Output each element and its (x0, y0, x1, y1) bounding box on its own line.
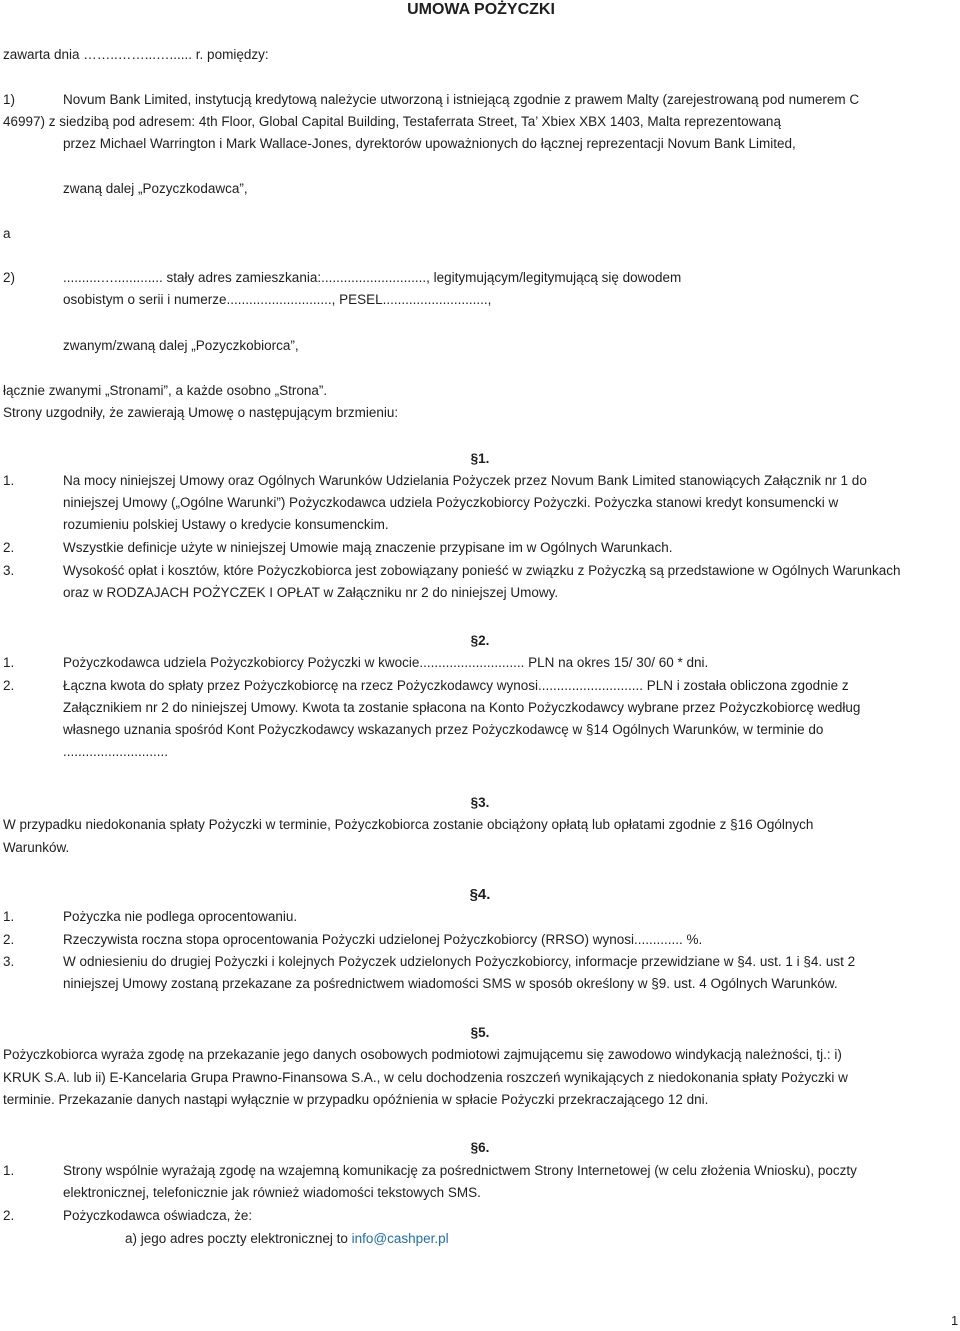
party-2-line: ..........…............. stały adres zamieszkania:............................, legitymującym/legitymującą się dowodem (63, 270, 682, 285)
party-1-line: 46997) z siedzibą pod adresem: 4th Floor, Global Capital Building, Testaferrata Street, Ta’ Xbiex XBX 1403, Malta reprezentowaną (3, 114, 781, 129)
item-number: 2. (3, 1208, 15, 1223)
item-line: Łączna kwota do spłaty przez Pożyczkobiorcę na rzecz Pożyczkodawcy wynosi............................ PLN i została obliczona zgodnie z (63, 678, 849, 693)
item-number: 1. (3, 909, 15, 924)
party-1-line: przez Michael Warrington i Mark Wallace-Jones, dyrektorów upoważnionych do łącznej reprezentacji Novum Bank Limited, (63, 136, 796, 151)
item-number: 1. (3, 473, 15, 488)
section-3-heading: §3. (470, 795, 490, 810)
party-1-number: 1) (3, 92, 16, 107)
item-line: ............................ (63, 744, 169, 759)
item-line: Strony wspólnie wyrażają zgodę na wzajemną komunikację za pośrednictwem Strony Internetowej (w celu złożenia Wniosku), poczty (63, 1163, 857, 1178)
email-link[interactable]: info@cashper.pl (351, 1231, 449, 1246)
item-line: W odniesieniu do drugiej Pożyczki i kolejnych Pożyczek udzielonych Pożyczkobiorcy, informacje przewidziane w §4. ust. 1 i §4. ust 2 (63, 954, 856, 969)
item-line: Wszystkie definicje użyte w niniejszej Umowie mają znaczenie przypisane im w Ogólnych Warunkach. (63, 540, 673, 555)
item-line: Pożyczka nie podlega oprocentowaniu. (63, 909, 298, 924)
agreement-statement: Strony uzgodniły, że zawierają Umowę o następującym brzmieniu: (3, 405, 399, 420)
party-1-line: Novum Bank Limited, instytucją kredytową należycie utworzoną i istniejącą zgodnie z prawem Malty (zarejestrowaną pod numerem C (63, 92, 860, 107)
item-number: 2. (3, 678, 15, 693)
item-number: 1. (3, 1163, 15, 1178)
section-6-heading: §6. (470, 1140, 490, 1155)
section-3-body (3, 814, 930, 859)
section-1-heading: §1. (470, 451, 490, 466)
item-number: 3. (3, 954, 15, 969)
party-2-called: zwanym/zwaną dalej „Pozyczkobiorca”, (63, 338, 299, 353)
body-line: Pożyczkobiorca wyraża zgodę na przekazanie jego danych osobowych podmiotowi zajmującemu się zawodowo windykacją należności, tj.: i) (3, 1047, 842, 1062)
intro-line: zawarta dnia ……..……...…...... r. pomiędzy: (3, 47, 269, 62)
item-line: Na mocy niniejszej Umowy oraz Ogólnych Warunków Udzielania Pożyczek przez Novum Bank Limited stanowiących Załącznik nr 1 do (63, 473, 867, 488)
item-line: Załącznikiem nr 2 do niniejszej Umowy. Kwota ta zostanie spłacona na Konto Pożyczkodawcy wybrane przez Pożyczkobiorcę według (63, 700, 861, 715)
item-line: Pożyczkodawca oświadcza, że: (63, 1208, 253, 1223)
party-2-line: osobistym o serii i numerze............................, PESEL............................, (63, 292, 492, 307)
document-title: UMOWA POŻYCZKI (407, 1, 555, 18)
item-number: 1. (3, 655, 15, 670)
item-line: niniejszej Umowy („Ogólne Warunki”) Pożyczkodawca udziela Pożyczkobiorcy Pożyczki. Pożyczka stanowi kredyt konsumencki w (63, 495, 839, 510)
item-line: Pożyczkodawca udziela Pożyczkobiorcy Pożyczki w kwocie............................ PLN na okres 15/ 30/ 60 * dni. (63, 655, 709, 670)
item-line: Wysokość opłat i kosztów, które Pożyczkobiorca jest zobowiązany ponieść w związku z Pożyczką są przedstawione w Ogólnych Warunkach (63, 563, 901, 578)
item-number: 2. (3, 932, 15, 947)
and-word: a (3, 226, 11, 241)
section-5-heading: §5. (470, 1025, 490, 1040)
page-number: 1 (951, 1313, 959, 1328)
section-2-heading: §2. (470, 633, 490, 648)
email-prefix: a) jego adres poczty elektronicznej to (125, 1231, 352, 1246)
body-line: KRUK S.A. lub ii) E-Kancelaria Grupa Prawno-Finansowa S.A., w celu dochodzenia roszczeń wynikających z niedokonania spłaty Pożyczki w (3, 1069, 848, 1085)
section-4-heading: §4. (469, 886, 491, 903)
party-2-number: 2) (3, 270, 16, 285)
item-line: oraz w RODZAJACH POŻYCZEK I OPŁAT w Załączniku nr 2 do niniejszej Umowy. (63, 585, 559, 600)
item-line: własnego uznania spośród Kont Pożyczkodawcy wskazanych przez Pożyczkodawcę w §14 Ogólnych Warunków, w terminie do (63, 722, 824, 737)
item-number: 3. (3, 563, 15, 578)
email-subitem (125, 1228, 449, 1251)
body-line: terminie. Przekazanie danych nastąpi wyłącznie w przypadku opóźnienia w spłacie Pożyczki przekraczającego 12 dni. (3, 1092, 709, 1107)
item-line: rozumieniu polskiej Ustawy o kredycie konsumenckim. (63, 517, 389, 532)
body-line: Warunków. (3, 839, 70, 855)
parties-definition: łącznie zwanymi „Stronami”, a każde osobno „Strona”. (3, 383, 328, 398)
item-line: Rzeczywista roczna stopa oprocentowania Pożyczki udzielonej Pożyczkobiorcy (RRSO) wynosi............. %. (63, 932, 703, 947)
item-line: elektronicznej, telefonicznie jak również wiadomości tekstowych SMS. (63, 1185, 481, 1200)
item-line: niniejszej Umowy zostaną przekazane za pośrednictwem wiadomości SMS w sposób określony w §9. ust. 4 Ogólnych Warunków. (63, 976, 838, 991)
party-1-called: zwaną dalej „Pozyczkodawca”, (63, 181, 248, 196)
body-line: W przypadku niedokonania spłaty Pożyczki w terminie, Pożyczkobiorca zostanie obciążony opłatą lub opłatami zgodnie z §16 Ogólnych (3, 817, 814, 832)
item-number: 2. (3, 540, 15, 555)
section-5-body (3, 1044, 930, 1112)
